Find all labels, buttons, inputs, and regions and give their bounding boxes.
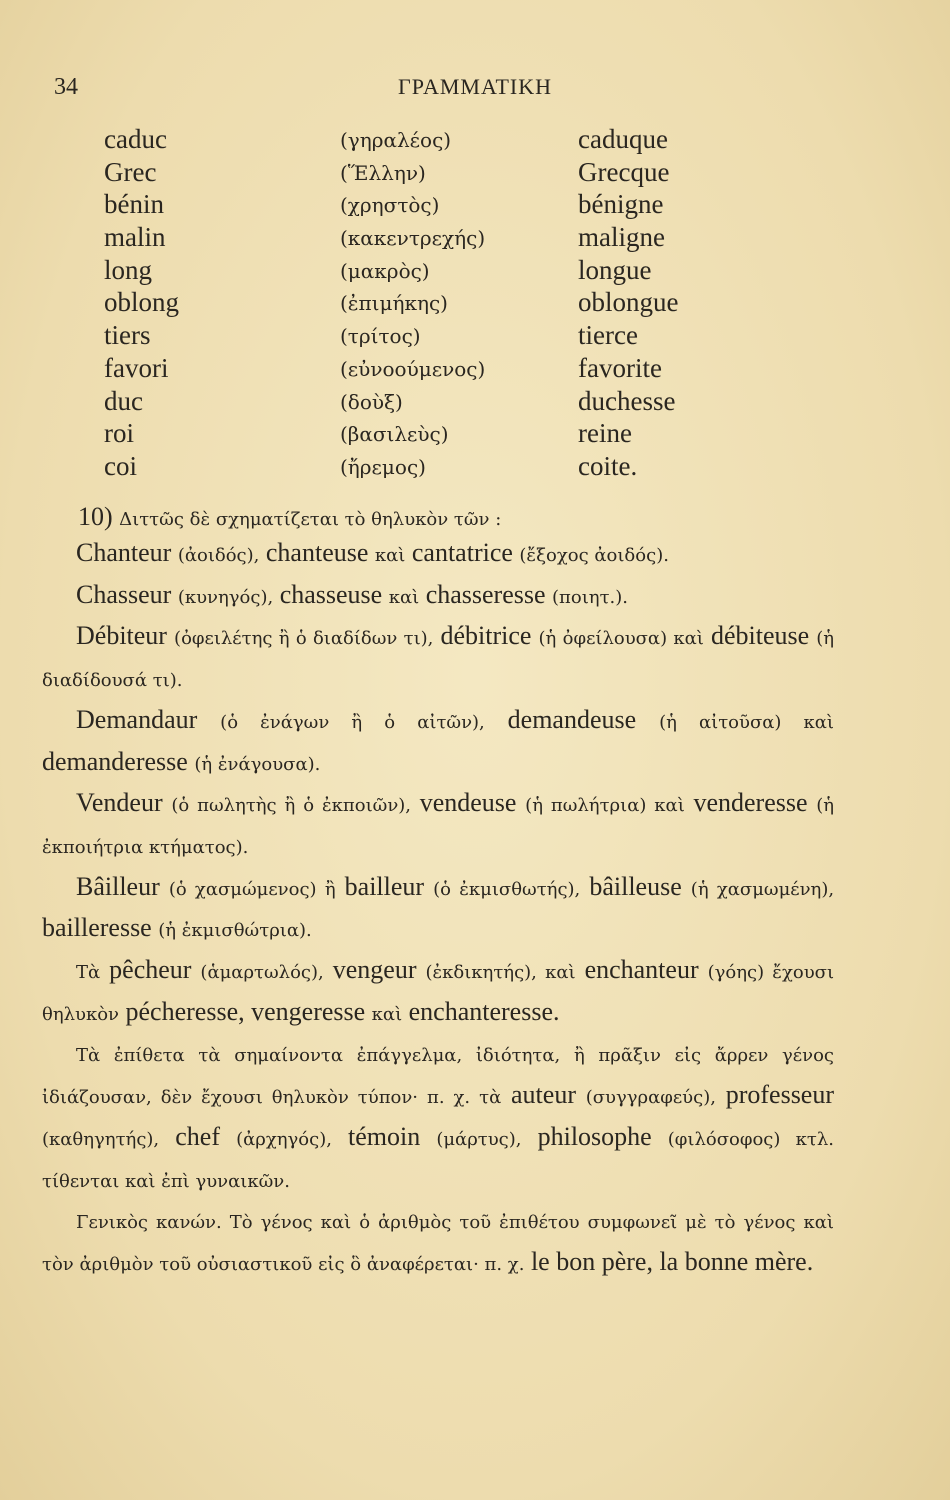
greek-gloss: (γόης) ἔχουσι θηλυκὸν xyxy=(42,962,834,1025)
word: débiteuse xyxy=(710,621,810,651)
feminine-form: longue xyxy=(578,254,652,285)
word: cantatrice xyxy=(411,538,513,567)
masculine-form: coi xyxy=(104,450,137,481)
feminine-form: duchesse xyxy=(578,385,676,416)
word-row xyxy=(104,320,744,353)
word: philosophe xyxy=(537,1121,652,1151)
word-row xyxy=(104,222,744,255)
word-row xyxy=(104,353,744,386)
rule-10 xyxy=(42,498,834,539)
greek-gloss: (ἤρεμος) xyxy=(340,454,426,479)
greek-gloss: καὶ xyxy=(371,1003,403,1025)
greek-gloss: (εὐνοούμενος) xyxy=(340,356,486,381)
running-title: ΓΡΑΜΜΑΤΙΚΗ xyxy=(398,74,552,99)
agreement-paragraph xyxy=(42,1201,834,1284)
word: Chasseur xyxy=(76,579,172,609)
greek-gloss: (ἐκδικητής), καὶ xyxy=(425,962,576,984)
greek-gloss: (Ἕλλην) xyxy=(340,160,426,185)
greek-gloss: (ἡ ἐκποιήτρια κτήματος). xyxy=(42,795,835,858)
word: chef xyxy=(175,1121,220,1151)
greek-gloss: (ὁ ἐνάγων ἢ ὁ αἰτῶν), xyxy=(220,711,485,733)
greek-gloss: (ἡ διαδίδουσά τι). xyxy=(42,628,835,692)
entry-chanteur xyxy=(42,534,834,576)
masculine-form: malin xyxy=(104,222,166,253)
feminine-form: oblongue xyxy=(578,287,679,318)
greek-gloss: (μάρτυς), xyxy=(436,1128,522,1150)
masculine-form: caduc xyxy=(104,124,167,154)
masculine-form: oblong xyxy=(104,287,180,318)
word: enchanteresse. xyxy=(408,996,560,1026)
feminine-form: maligne xyxy=(578,222,665,253)
greek-gloss: (δοὺξ) xyxy=(340,389,403,414)
greek-gloss: (ἀρχηγός), xyxy=(236,1128,332,1150)
entry-vendeur xyxy=(42,784,834,867)
word: professeur xyxy=(725,1080,835,1110)
word: demandeuse xyxy=(507,704,637,734)
word: vendeuse xyxy=(419,788,517,818)
greek-gloss: καὶ xyxy=(388,586,420,608)
greek-text: Τὰ ἐπίθετα τὰ σημαίνοντα ἐπάγγελμα, ἰδιότητα, ἢ πρᾶξιν εἰς ἄρρεν γένος ἰδιάζουσαν, δὲν ἔχουσι θηλυκὸν τύπον· π. χ. τὰ xyxy=(42,1045,834,1109)
greek-gloss: καὶ xyxy=(374,545,406,566)
entry-pecheur xyxy=(42,951,834,1034)
greek-gloss: (ὁ ἐκμισθωτής), xyxy=(433,878,581,900)
greek-gloss: (ποιητ.). xyxy=(552,586,628,608)
word: venderesse xyxy=(693,788,808,818)
greek-gloss: (συγγραφεύς), xyxy=(585,1087,716,1109)
word: Débiteur xyxy=(76,621,167,651)
greek-gloss: (ἁμαρτωλός), xyxy=(200,962,324,984)
greek-gloss: (καθηγητής), xyxy=(42,1128,160,1150)
greek-gloss: (μακρὸς) xyxy=(340,258,430,283)
rule-number: 10) xyxy=(78,502,113,531)
greek-gloss: (ἔξοχος ἀοιδός). xyxy=(519,545,669,566)
greek-gloss: (χρηστὸς) xyxy=(340,193,440,218)
word: vengeur xyxy=(332,955,417,985)
greek-gloss: (φιλόσοφος) κτλ. τίθενται καὶ ἐπὶ γυναικῶν. xyxy=(42,1128,835,1192)
feminine-form: coite. xyxy=(578,450,638,481)
word: Bâilleur xyxy=(76,871,160,901)
word: pécheresse, vengeresse xyxy=(125,996,366,1026)
greek-gloss: (ἀοιδός), xyxy=(177,545,260,566)
word-row xyxy=(104,157,744,190)
word: témoin xyxy=(348,1121,421,1151)
greek-gloss: (τρίτος) xyxy=(340,324,421,349)
feminine-form: Grecque xyxy=(578,156,670,187)
greek-gloss: (ὀφειλέτης ἢ ὁ διαδίδων τι), xyxy=(174,628,434,650)
greek-gloss: (ἐπιμήκης) xyxy=(340,291,448,316)
greek-gloss: (κυνηγός), xyxy=(177,586,274,608)
word: bailleresse xyxy=(42,913,152,943)
feminine-form: bénigne xyxy=(578,189,664,220)
greek-gloss: (ὁ χασμώμενος) ἢ xyxy=(168,878,336,900)
entry-bailleur xyxy=(42,868,834,951)
masculine-form: tiers xyxy=(104,320,151,351)
feminine-form: favorite xyxy=(578,352,662,383)
greek-gloss: (γηραλέος) xyxy=(340,128,452,152)
word: bailleur xyxy=(344,871,425,901)
word-row xyxy=(104,124,744,157)
word: chanteuse xyxy=(265,538,369,567)
example: le bon père, la bonne mère. xyxy=(530,1246,814,1276)
greek-text: Γενικὸς κανών. Τὸ γένος καὶ ὁ ἀριθμὸς τοῦ ἐπιθέτου συμφωνεῖ μὲ τὸ γένος καὶ τὸν ἀριθμὸν τοῦ οὐσιαστικοῦ εἰς ὃ ἀναφέρεται· π. χ. xyxy=(42,1212,834,1275)
word: Demandaur xyxy=(76,704,198,734)
entry-demandeur xyxy=(42,701,834,784)
rule-text: Διττῶς δὲ σχηματίζεται τὸ θηλυκὸν τῶν : xyxy=(119,509,502,530)
word: enchanteur xyxy=(584,955,699,985)
word: chasseuse xyxy=(279,579,383,609)
feminine-form: reine xyxy=(578,418,632,449)
masculine-form: roi xyxy=(104,418,134,449)
page-number: 34 xyxy=(54,74,78,100)
word: Vendeur xyxy=(76,788,163,818)
word-row xyxy=(104,189,744,222)
greek-gloss: (βασιλεὺς) xyxy=(340,422,449,447)
word: pêcheur xyxy=(109,955,192,985)
entry-debiteur xyxy=(42,617,834,700)
masculine-form: long xyxy=(104,254,153,285)
entries-block xyxy=(42,534,834,1285)
gender-word-table xyxy=(104,124,744,484)
masculine-form: duc xyxy=(104,385,143,416)
word-row xyxy=(104,451,744,484)
word: bâilleuse xyxy=(589,871,682,901)
greek-gloss: (κακεντρεχής) xyxy=(340,226,486,251)
word: demanderesse xyxy=(42,746,188,776)
greek-gloss: (ἡ αἰτοῦσα) καὶ xyxy=(659,711,834,733)
masculine-form: Grec xyxy=(104,156,157,187)
feminine-form: caduque xyxy=(578,124,668,154)
word: débitrice xyxy=(440,621,532,651)
word-row xyxy=(104,255,744,288)
greek-gloss: (ἡ ὀφείλουσα) καὶ xyxy=(538,628,704,650)
feminine-form: tierce xyxy=(578,320,638,351)
greek-gloss: (ἡ πωλήτρια) καὶ xyxy=(525,795,685,817)
greek-gloss: Τὰ xyxy=(76,962,101,984)
greek-gloss: (ἡ ἐκμισθώτρια). xyxy=(158,920,312,942)
word: Chanteur xyxy=(76,538,172,567)
word-row xyxy=(104,418,744,451)
word: auteur xyxy=(511,1080,576,1110)
word-row xyxy=(104,287,744,320)
entry-chasseur xyxy=(42,576,834,618)
greek-gloss: (ὁ πωλητὴς ἢ ὁ ἐκποιῶν), xyxy=(171,795,412,817)
greek-gloss: (ἡ ἐνάγουσα). xyxy=(194,753,321,775)
epithets-paragraph xyxy=(42,1034,834,1201)
masculine-form: favori xyxy=(104,352,169,383)
masculine-form: bénin xyxy=(104,189,164,220)
greek-gloss: (ἡ χασμωμένη), xyxy=(690,878,835,900)
word-row xyxy=(104,386,744,419)
word: chasseresse xyxy=(425,579,546,609)
